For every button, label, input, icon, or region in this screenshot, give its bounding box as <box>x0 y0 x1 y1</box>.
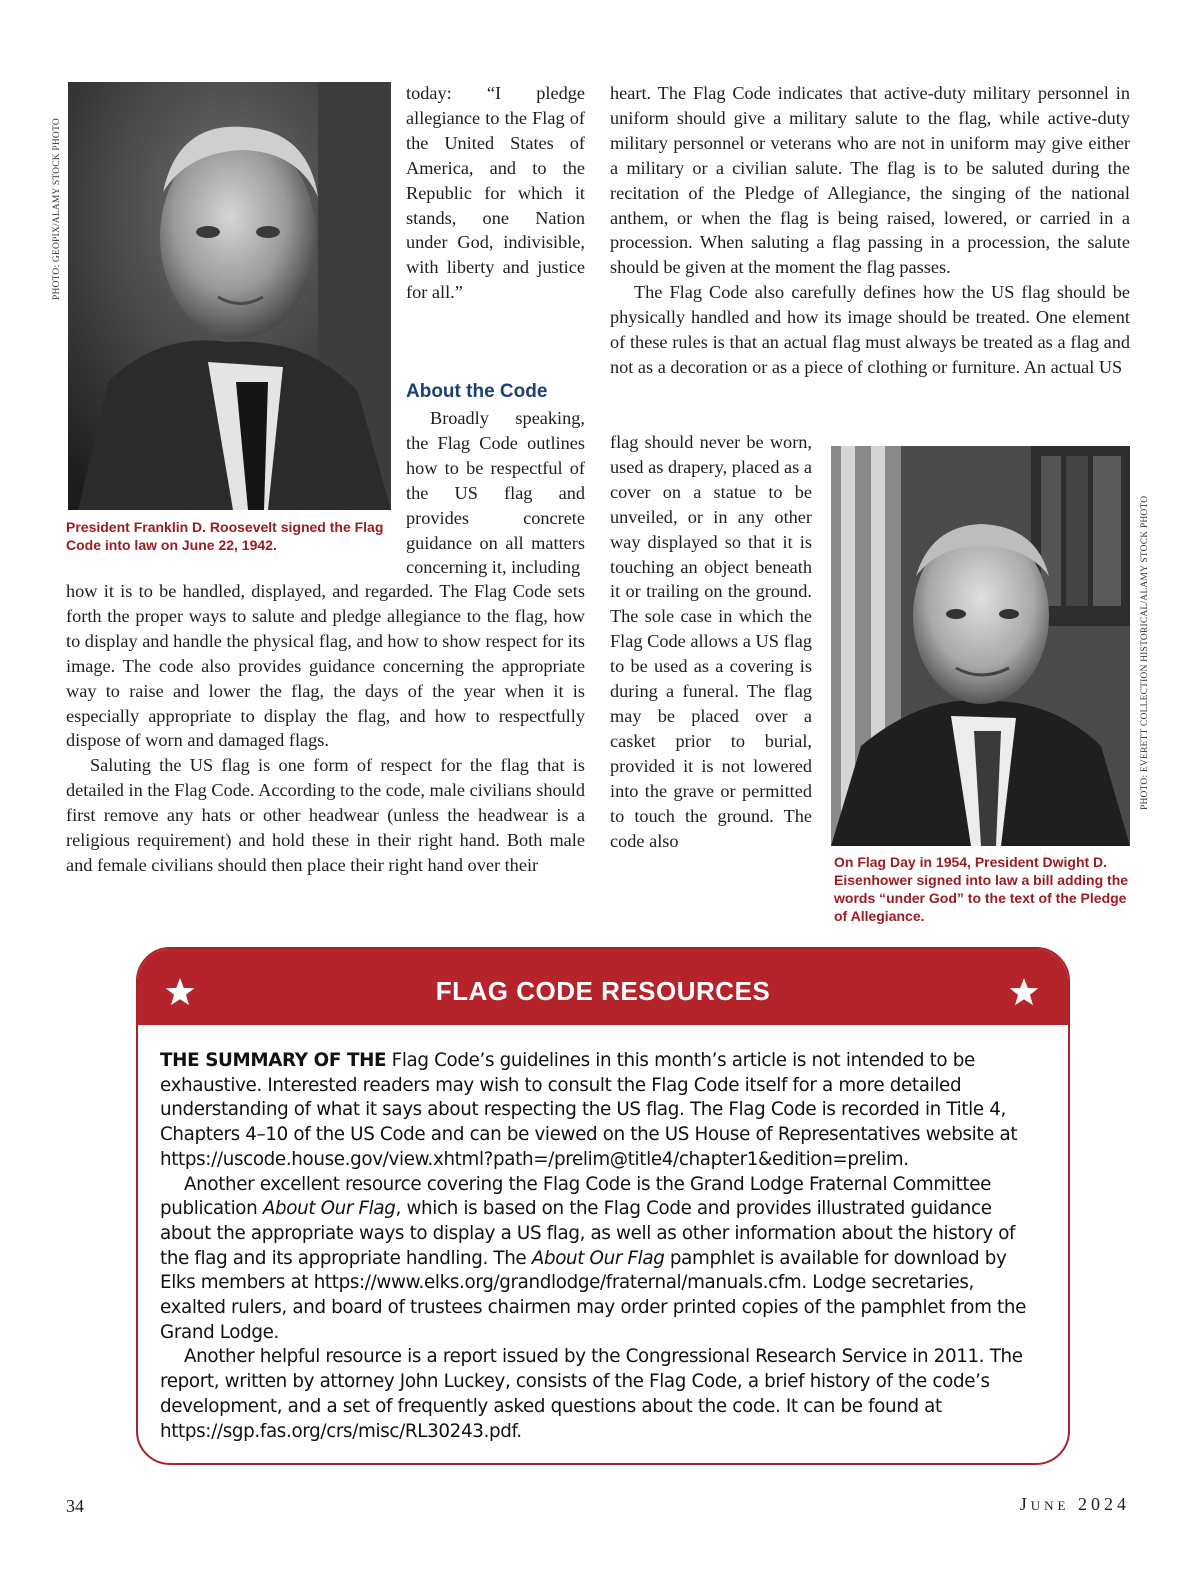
resources-body <box>138 1025 1068 1444</box>
about-paragraph-start: Broadly speaking, the Flag Code outlines how to be respectful of the US flag and provides concrete guidance on all matters concerning it, including <box>406 408 585 578</box>
resources-p2-b: , which is based on the Flag Code and provides illustrated guidance about the appropriate ways to display a US flag, as well as other information about the history of the flag and its appropriate handling. The <box>160 1198 1016 1269</box>
flag-code-resources-box <box>136 947 1070 1465</box>
pledge-paragraph: today: “I pledge allegiance to the Flag of the United States of America, and to the Republic for which it stands, one Nation under God, indivisible, with liberty and justice for all.” <box>406 83 585 303</box>
resources-paragraph-2 <box>160 1173 1038 1346</box>
eisenhower-photo <box>831 446 1130 846</box>
article-col2-narrow <box>610 430 812 853</box>
resources-header-band <box>138 949 1068 1025</box>
resources-lead-in: THE SUMMARY OF THE <box>160 1050 387 1071</box>
handling-paragraph-continued: flag should never be worn, used as drapery, placed as a cover on a statue to be unveiled, or in any other way displayed so that it is touching an object beneath it or trailing on the ground. The sole case in which the Flag Code allows a US flag to be used as a covering is during a funeral. The flag may be placed over a casket prior to burial, provided it is not lowered into the grave or permitted to touch the ground. The code also <box>610 432 812 851</box>
resources-p1-text: Flag Code’s guidelines in this month’s article is not intended to be exhaustive. Interested readers may wish to consult the Flag Code itself for a more detailed understanding of what it says about respecting the US flag. The Flag Code is recorded in Title 4, Chapters 4–10 of the US Code and can be viewed on the US House of Representatives website at https://uscode.house.gov/view.xhtml?path=/prelim@title4/chapter1&edition=prelim. <box>160 1050 1018 1170</box>
article-col2-full <box>610 81 1130 380</box>
subhead-about-the-code: About the Code <box>406 381 548 402</box>
article-col1-wrap <box>406 380 585 580</box>
about-paragraph-continued: how it is to be handled, displayed, and regarded. The Flag Code sets forth the proper ways to salute and pledge allegiance to the flag, how to display and handle the physical flag, and how to show respect for its image. The code also provides guidance concerning the appropriate way to raise and lower the flag, the days of the year when it is especially appropriate to display the flag, and how to respectfully dispose of worn and damaged flags. <box>66 581 585 751</box>
article-col1-full <box>66 579 585 878</box>
star-icon <box>164 976 196 1008</box>
saluting-paragraph: Saluting the US flag is one form of respect for the flag that is detailed in the Flag Code. According to the code, male civilians should first remove any hats or other headwear (unless the headwear is a religious requirement) and hold these in their right hand. Both male and female civilians should then place their right hand over their <box>66 755 585 875</box>
roosevelt-caption: President Franklin D. Roosevelt signed the Flag Code into law on June 22, 1942. <box>66 519 384 553</box>
star-icon <box>1008 976 1040 1008</box>
resources-p2-a: Another excellent resource covering the Flag Code is the Grand Lodge Fraternal Committee publication <box>160 1173 992 1220</box>
resources-paragraph-3: Another helpful resource is a report issued by the Congressional Research Service in 2011. The report, written by attorney John Luckey, consists of the Flag Code, a brief history of the code’s development, and a set of frequently asked questions about the code. It can be found at https://sgp.fas.org/crs/misc/RL30243.pdf. <box>160 1346 1023 1442</box>
page-number: 34 <box>66 1496 84 1516</box>
article-col1-top <box>406 81 585 305</box>
issue-date: June 2024 <box>1019 1494 1130 1514</box>
resources-paragraph-1 <box>160 1049 1038 1173</box>
resources-p2-c: pamphlet is available for download by Elks members at https://www.elks.org/grandlodge/fraternal/manuals.cfm. Lodge secretaries, exalted rulers, and board of trustees chairmen may order printed copies of the pamphlet from the Grand Lodge. <box>160 1247 1026 1343</box>
handling-paragraph: The Flag Code also carefully defines how the US flag should be physically handled and how its image should be treated. One element of these rules is that an actual flag must always be treated as a flag and not as a decoration or as a piece of clothing or furniture. An actual US <box>610 282 1130 377</box>
salute-paragraph-continued: heart. The Flag Code indicates that active-duty military personnel in uniform should give a military salute to the flag, while active-duty military personnel or veterans who are not in uniform may give either a military or a civilian salute. The flag is to be saluted during the recitation of the Pledge of Allegiance, the singing of the national anthem, or when the flag is being raised, lowered, or carried in a procession. When saluting a flag passing in a procession, the salute should be given at the moment the flag passes. <box>610 83 1130 278</box>
publication-title: About Our Flag <box>531 1247 665 1269</box>
roosevelt-photo <box>68 82 391 510</box>
eisenhower-caption: On Flag Day in 1954, President Dwight D. Eisenhower signed into law a bill adding the words “under God” to the text of the Pledge of Allegiance. <box>834 854 1129 924</box>
photo-credit-left: PHOTO: GEOPIX/ALAMY STOCK PHOTO <box>52 118 62 300</box>
resources-title: FLAG CODE RESOURCES <box>435 976 771 1006</box>
publication-title: About Our Flag <box>262 1198 396 1220</box>
photo-credit-right: PHOTO: EVERETT COLLECTION HISTORICAL/ALAMY STOCK PHOTO <box>1140 495 1150 810</box>
